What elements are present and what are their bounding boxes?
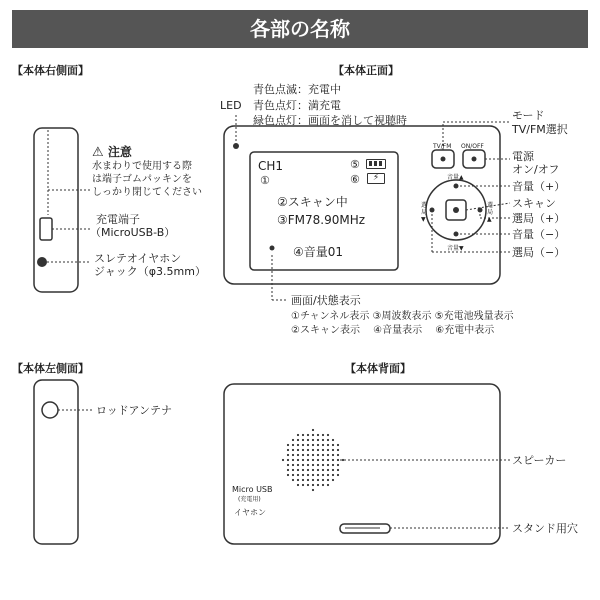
speaker-hole [297, 459, 299, 461]
speaker-hole [282, 459, 284, 461]
speaker-hole [302, 474, 304, 476]
speaker-hole [322, 454, 324, 456]
speaker-hole [337, 449, 339, 451]
speaker-hole [312, 459, 314, 461]
speaker-hole [307, 434, 309, 436]
speaker-hole [292, 474, 294, 476]
speaker-hole [292, 464, 294, 466]
mode-sublabel: TV/FM選択 [512, 123, 568, 136]
page-title: 各部の名称 [12, 10, 588, 48]
tune-down-label: 選局（−） [512, 246, 566, 259]
speaker-hole [307, 439, 309, 441]
speaker-hole [332, 439, 334, 441]
speaker-hole [302, 464, 304, 466]
speaker-label: スピーカー [512, 454, 567, 467]
mode-label: モード [512, 109, 545, 122]
speaker-hole [322, 439, 324, 441]
speaker-hole [292, 439, 294, 441]
back-device-outline [224, 384, 500, 544]
speaker-hole [292, 479, 294, 481]
speaker-hole [327, 439, 329, 441]
display-desc-row-2: ②スキャン表示 ④音量表示 ⑥充電中表示 [291, 325, 495, 336]
speaker-hole [327, 479, 329, 481]
warning-icon: ⚠ [92, 145, 104, 160]
speaker-hole [292, 444, 294, 446]
speaker-hole [322, 444, 324, 446]
right-side-device-outline [34, 128, 78, 292]
micro-usb-sublabel: (充電用) [238, 496, 261, 503]
speaker-hole [312, 449, 314, 451]
speaker-hole [327, 484, 329, 486]
speaker-hole [302, 449, 304, 451]
speaker-hole [292, 469, 294, 471]
speaker-hole [332, 449, 334, 451]
speaker-hole [307, 459, 309, 461]
speaker-hole [332, 454, 334, 456]
rod-antenna-label: ロッドアンテナ [96, 404, 173, 417]
speaker-hole [292, 454, 294, 456]
led-line-2: 青色点灯：満充電 [253, 99, 341, 112]
tune-left-button-label: 選局▼ [421, 202, 428, 223]
speaker-hole [332, 469, 334, 471]
speaker-hole [312, 474, 314, 476]
speaker-hole [292, 459, 294, 461]
speaker-hole [302, 444, 304, 446]
led-indicator [233, 143, 239, 149]
speaker-hole [297, 439, 299, 441]
speaker-hole [337, 454, 339, 456]
speaker-hole [297, 434, 299, 436]
speaker-hole [322, 464, 324, 466]
speaker-hole [287, 444, 289, 446]
speaker-hole [327, 464, 329, 466]
speaker-hole [322, 484, 324, 486]
section-right-side: 【本体右側面】 [12, 64, 89, 77]
screen-n6: ⑥ [350, 173, 360, 186]
speaker-hole [322, 469, 324, 471]
caution-line-2: は端子ゴムパッキンを [92, 174, 192, 185]
speaker-hole [307, 464, 309, 466]
speaker-hole [312, 434, 314, 436]
speaker-hole [322, 434, 324, 436]
screen-n5: ⑤ [350, 158, 360, 171]
speaker-hole [312, 429, 314, 431]
speaker-hole [312, 464, 314, 466]
speaker-hole [297, 484, 299, 486]
screen-volume: ④音量01 [293, 245, 344, 259]
speaker-hole [297, 469, 299, 471]
speaker-hole [287, 459, 289, 461]
speaker-hole [287, 469, 289, 471]
speaker-hole [312, 439, 314, 441]
caution-heading [92, 143, 132, 160]
tune-right-button-label: 選局▲ [487, 202, 494, 223]
micro-usb-label: Micro USB [232, 485, 273, 494]
speaker-hole [327, 434, 329, 436]
charging-icon: ⚡ [367, 173, 385, 184]
speaker-hole [317, 479, 319, 481]
speaker-hole [322, 474, 324, 476]
speaker-hole [312, 444, 314, 446]
speaker-hole [307, 444, 309, 446]
speaker-hole [337, 474, 339, 476]
caution-title: 注意 [107, 145, 132, 159]
speaker-hole [317, 434, 319, 436]
section-left-side: 【本体左側面】 [12, 362, 89, 375]
speaker-hole [317, 469, 319, 471]
speaker-hole [322, 479, 324, 481]
speaker-hole [322, 449, 324, 451]
speaker-hole [307, 479, 309, 481]
speaker-hole [297, 454, 299, 456]
speaker-hole [307, 449, 309, 451]
speaker-hole [302, 454, 304, 456]
led-line-1: 青色点滅：充電中 [253, 83, 341, 96]
led-line-3: 緑色点灯：画面を消して視聴時 [253, 114, 407, 127]
speaker-hole [307, 474, 309, 476]
speaker-hole [307, 454, 309, 456]
speaker-hole [337, 459, 339, 461]
speaker-hole [327, 469, 329, 471]
speaker-hole [307, 469, 309, 471]
vol-up-button-label: 音量▲ [447, 174, 464, 181]
tune-up-label: 選局（+） [512, 212, 566, 225]
speaker-hole [327, 459, 329, 461]
rod-antenna-shape [42, 402, 58, 418]
power-label: 電源 [512, 150, 534, 163]
speaker-hole [317, 454, 319, 456]
speaker-hole [302, 459, 304, 461]
speaker-hole [287, 449, 289, 451]
speaker-hole [312, 489, 314, 491]
speaker-hole [322, 459, 324, 461]
charge-port-label: 充電端子 [96, 213, 140, 226]
speaker-hole [287, 454, 289, 456]
speaker-hole [312, 484, 314, 486]
charge-port-sublabel: （MicroUSB-B） [90, 226, 176, 239]
speaker-hole [302, 479, 304, 481]
speaker-hole [317, 459, 319, 461]
display-desc-row-1: ①チャンネル表示 ③周波数表示 ⑤充電池残量表示 [291, 311, 514, 322]
speaker-hole [312, 479, 314, 481]
vol-down-button-label: 音量▼ [447, 245, 464, 252]
speaker-hole [317, 474, 319, 476]
led-label: LED [220, 99, 242, 112]
vol-down-label: 音量（−） [512, 228, 566, 241]
speaker-hole [337, 469, 339, 471]
screen-scan: ②スキャン中 [277, 195, 348, 209]
section-front: 【本体正面】 [333, 64, 399, 77]
power-sublabel: オン/オフ [512, 163, 560, 176]
caution-line-3: しっかり閉じてください [92, 187, 202, 198]
speaker-hole [337, 444, 339, 446]
speaker-hole [327, 454, 329, 456]
battery-icon [366, 159, 386, 169]
charge-port-shape [40, 218, 52, 240]
speaker-hole [317, 444, 319, 446]
speaker-hole [342, 459, 344, 461]
earphone-jack-label: スレテオイヤホン [94, 252, 182, 265]
speaker-hole [317, 449, 319, 451]
speaker-hole [312, 454, 314, 456]
screen-frequency: ③FM78.90MHz [277, 213, 366, 227]
speaker-hole [317, 464, 319, 466]
speaker-hole [292, 449, 294, 451]
speaker-hole [287, 474, 289, 476]
speaker-hole [327, 474, 329, 476]
speaker-hole [302, 434, 304, 436]
speaker-hole [297, 479, 299, 481]
speaker-hole [327, 444, 329, 446]
display-desc-title: 画面/状態表示 [291, 294, 361, 307]
speaker-hole [337, 464, 339, 466]
mode-button-label: TV/FM [433, 143, 452, 150]
speaker-hole [332, 459, 334, 461]
speaker-hole [317, 484, 319, 486]
speaker-hole [287, 464, 289, 466]
caution-line-1: 水まわりで使用する際 [92, 161, 192, 172]
speaker-hole [302, 439, 304, 441]
speaker-hole [307, 484, 309, 486]
speaker-hole [332, 444, 334, 446]
speaker-hole [297, 474, 299, 476]
screen-n1: ① [260, 174, 270, 187]
speaker-hole [297, 444, 299, 446]
section-back: 【本体背面】 [345, 362, 411, 375]
speaker-hole [297, 464, 299, 466]
speaker-hole [302, 469, 304, 471]
speaker-hole [297, 449, 299, 451]
speaker-hole [327, 449, 329, 451]
speaker-hole [302, 484, 304, 486]
speaker-hole [317, 439, 319, 441]
stand-hole-label: スタンド用穴 [512, 522, 578, 535]
scan-label: スキャン [512, 197, 556, 210]
speaker-hole [332, 464, 334, 466]
speaker-hole [332, 474, 334, 476]
earphone-jack-sublabel: ジャック（φ3.5mm） [94, 265, 206, 278]
speaker-hole [312, 469, 314, 471]
power-button-label: ON/OFF [461, 143, 484, 150]
screen-channel: CH1 [258, 159, 284, 173]
vol-up-label: 音量（+） [512, 180, 566, 193]
earphone-back-label: イヤホン [234, 508, 266, 517]
speaker-hole [332, 479, 334, 481]
earphone-jack-shape [37, 257, 47, 267]
